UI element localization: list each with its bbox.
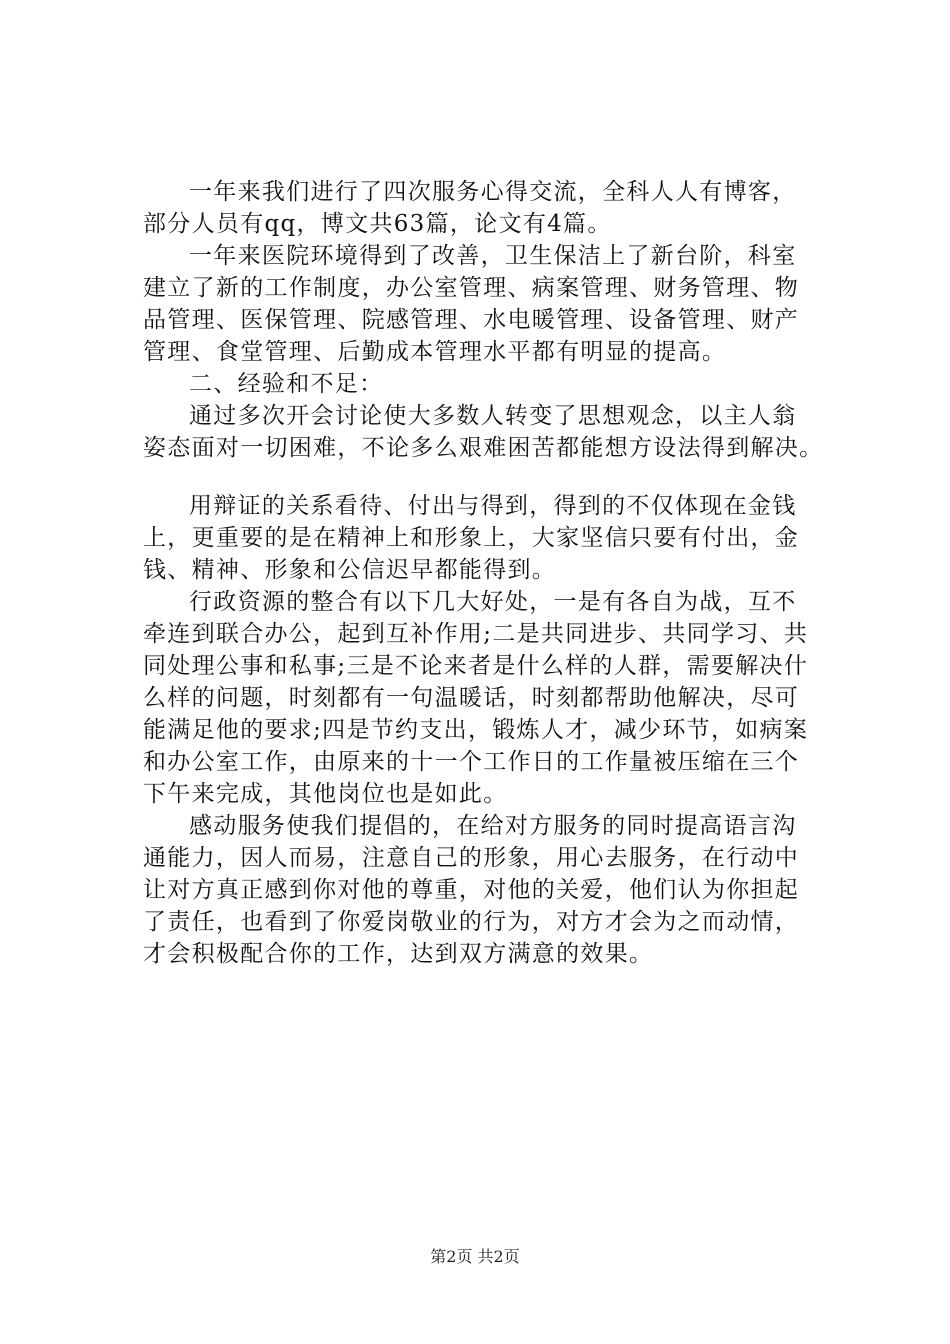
text-line: 牵连到联合办公，起到互补作用;二是共同进步、共同学习、共 [143, 621, 809, 647]
paragraph-meetings [143, 400, 843, 464]
section-heading-experience [143, 368, 843, 400]
text-line: 么样的问题，时刻都有一句温暖话，时刻都帮助他解决，尽可 [143, 685, 800, 711]
paragraph-blog-exchange [143, 176, 843, 240]
text-line: 用辩证的关系看待、付出与得到，得到的不仅体现在金钱 [189, 493, 797, 519]
text-line: 管理、食堂管理、后勤成本管理水平都有明显的提高。 [143, 339, 727, 365]
paragraph-hospital-environment [143, 240, 843, 368]
text-line: 通过多次开会讨论使大多数人转变了思想观念，以主人翁 [189, 403, 797, 429]
text-line: 了责任，也看到了你爱岗敬业的行为，对方才会为之而动情， [143, 909, 800, 935]
paragraph-admin-resources [143, 586, 843, 810]
text-line: 上，更重要的是在精神上和形象上，大家坚信只要有付出，金 [143, 525, 800, 551]
text-line: 钱、精神、形象和公信迟早都能得到。 [143, 557, 557, 583]
text-line: 一年来我们进行了四次服务心得交流，全科人人有博客， [189, 179, 797, 205]
text-line: 让对方真正感到你对他的尊重，对他的关爱，他们认为你担起 [143, 877, 800, 903]
page-number-label: 第2页 共2页 [430, 1247, 520, 1266]
document-body [143, 176, 843, 970]
text-line: 通能力，因人而易，注意自己的形象，用心去服务，在行动中 [143, 845, 800, 871]
text-line: 部分人员有qq，博文共63篇，论文有4篇。 [143, 211, 612, 237]
paragraph-touching-service [143, 810, 843, 970]
section-heading: 二、经验和不足： [189, 371, 384, 397]
text-line: 才会积极配合你的工作，达到双方满意的效果。 [143, 941, 654, 967]
text-line: 品管理、医保管理、院感管理、水电暖管理、设备管理、财产 [143, 307, 800, 333]
text-line: 同处理公事和私事;三是不论来者是什么样的人群，需要解决什 [143, 653, 809, 679]
text-line: 感动服务使我们提倡的，在给对方服务的同时提高语言沟 [189, 813, 797, 839]
page-footer [0, 1247, 950, 1267]
text-line: 一年来医院环境得到了改善，卫生保洁上了新台阶，科室 [189, 243, 797, 269]
text-line: 建立了新的工作制度，办公室管理、病案管理、财务管理、物 [143, 275, 800, 301]
text-line: 能满足他的要求;四是节约支出，锻炼人才，减少环节，如病案 [143, 717, 809, 743]
text-line: 姿态面对一切困难，不论多么艰难困苦都能想方设法得到解决。 [143, 435, 824, 461]
text-line: 和办公室工作，由原来的十一个工作日的工作量被压缩在三个 [143, 749, 800, 775]
paragraph-gap [143, 464, 843, 490]
text-line: 下午来完成，其他岗位也是如此。 [143, 781, 508, 807]
paragraph-dialectical [143, 490, 843, 586]
text-line: 行政资源的整合有以下几大好处，一是有各自为战，互不 [189, 589, 797, 615]
